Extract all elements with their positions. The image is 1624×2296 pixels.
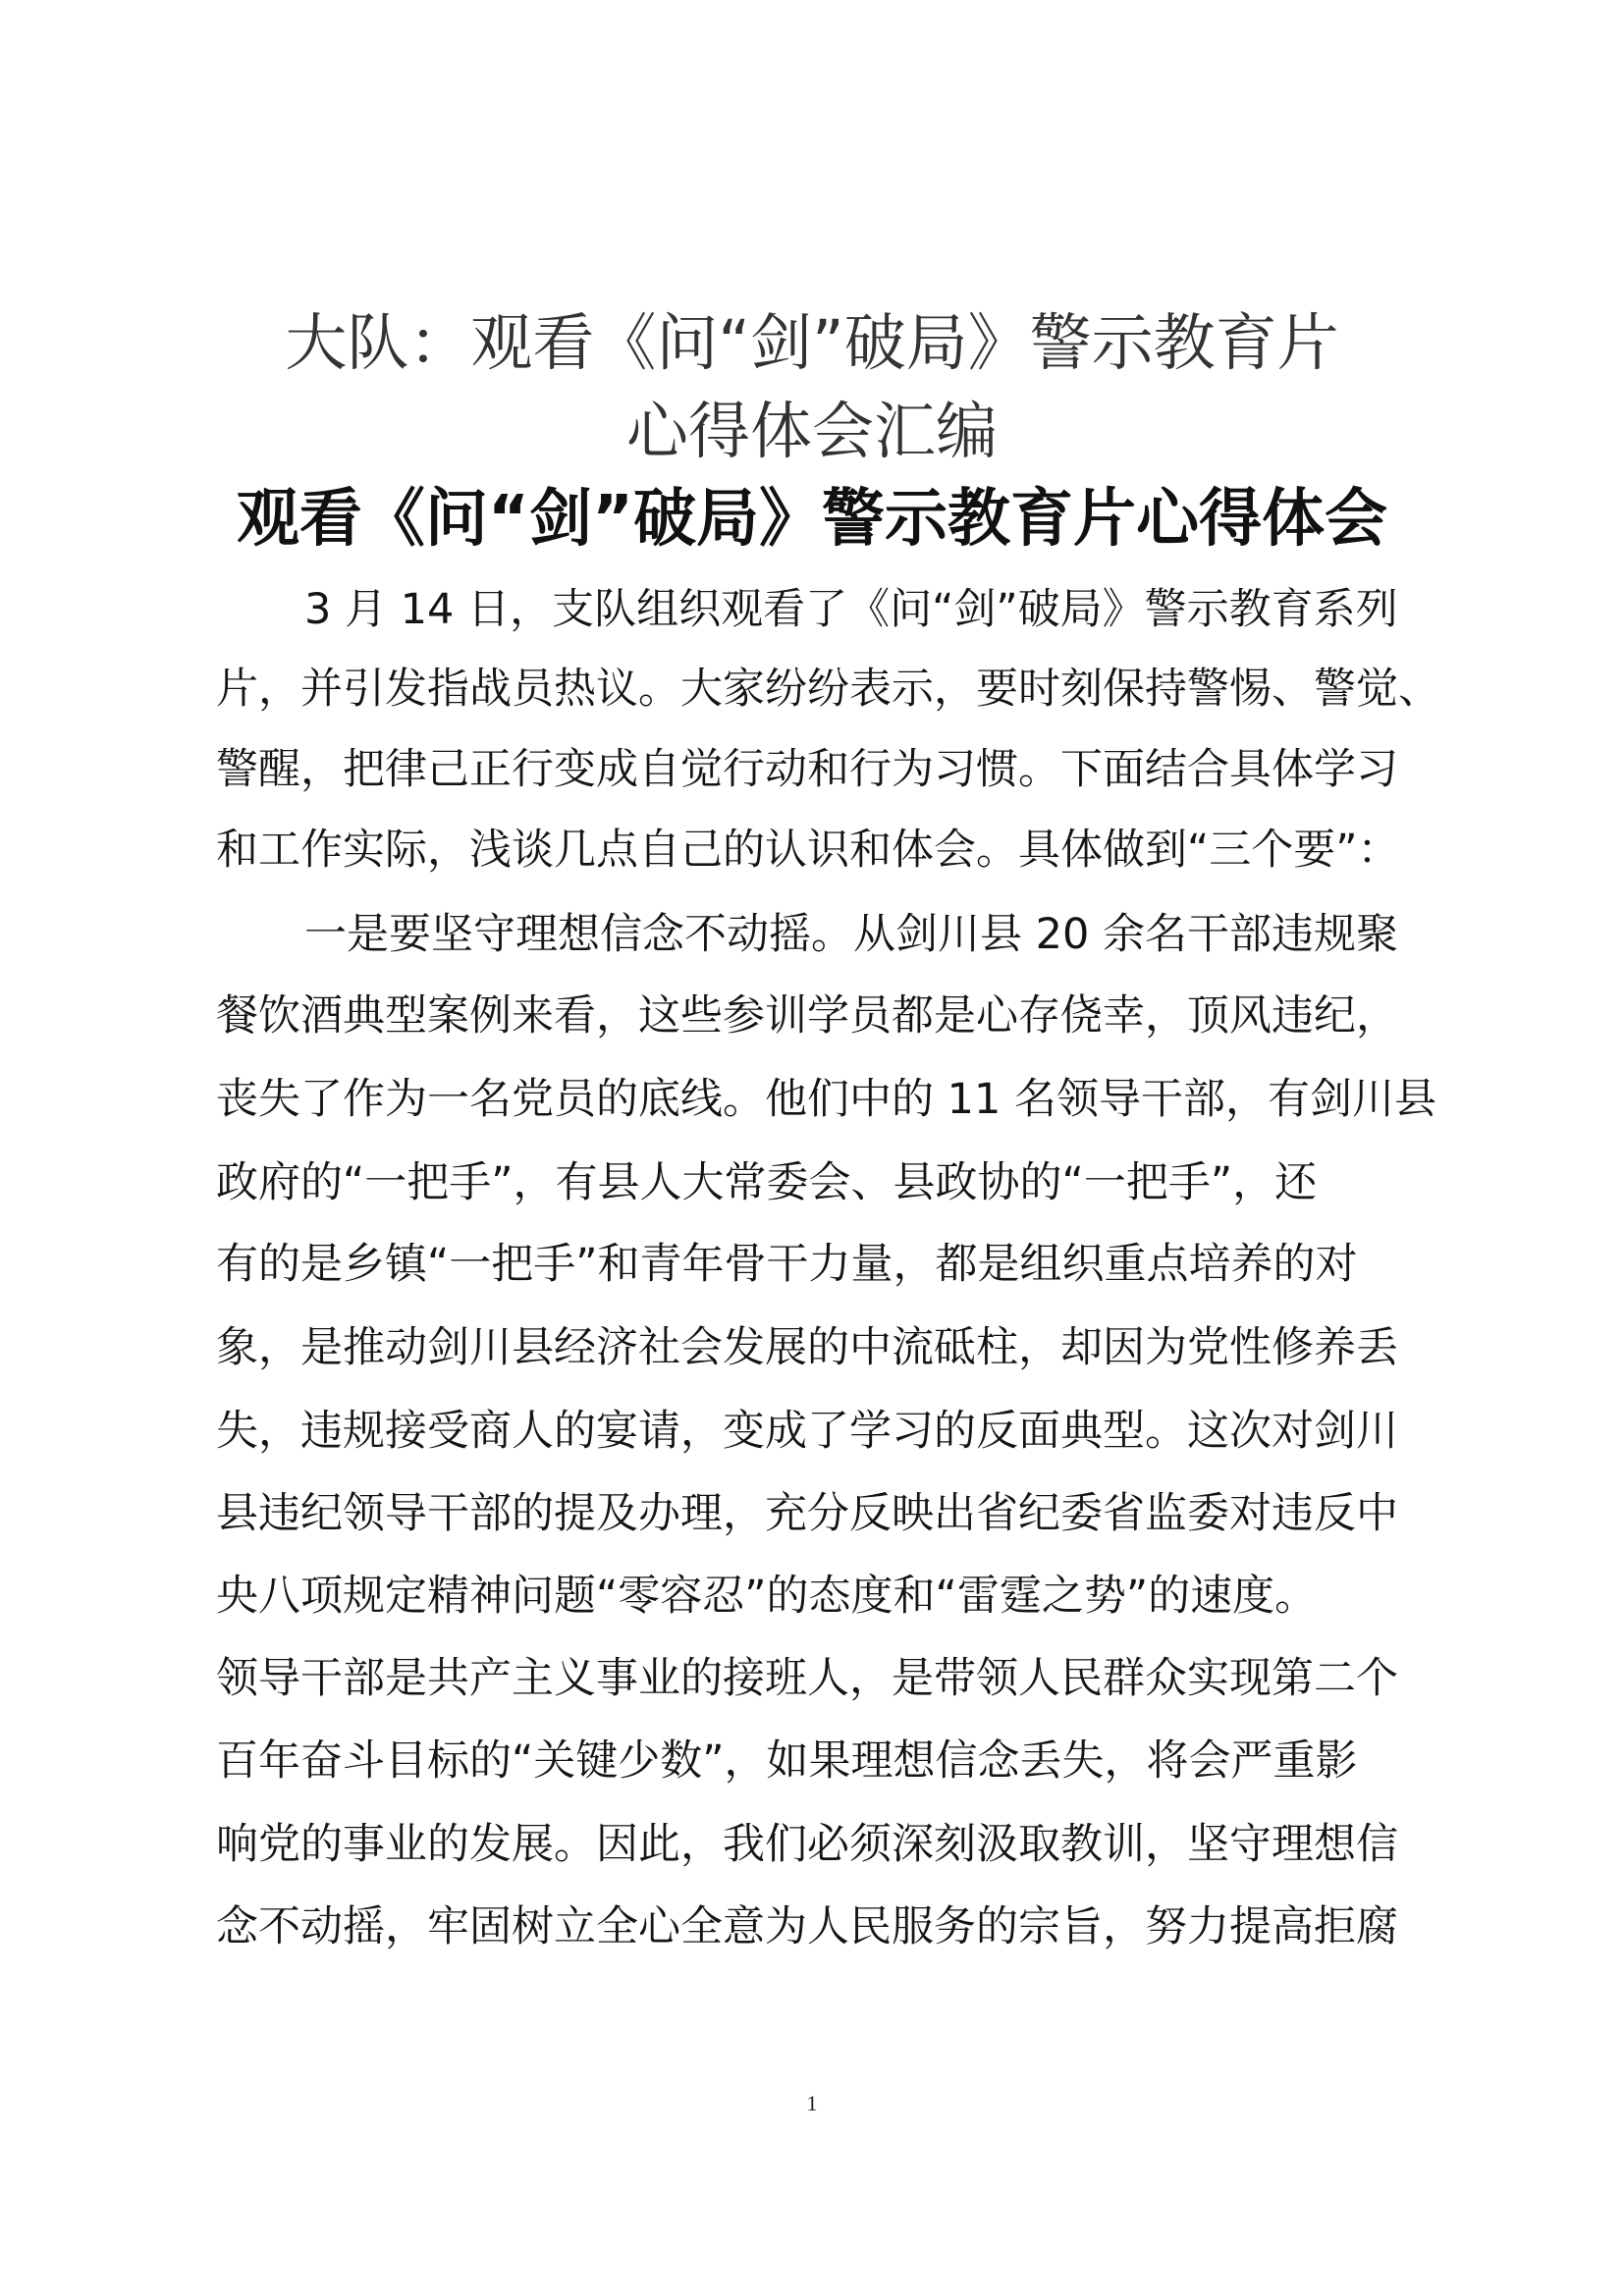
paragraph-line: 有的是乡镇“一把手”和青年骨干力量，都是组织重点培养的对 [216,1240,1358,1289]
paragraph-line: 领导干部是共产主义事业的接班人，是带领人民群众实现第二个 [216,1654,1398,1703]
paragraph-line: 念不动摇，牢固树立全心全意为人民服务的宗旨，努力提高拒腐 [216,1902,1398,1951]
paragraph-line: 警醒，把律己正行变成自觉行动和行为习惯。下面结合具体学习 [216,745,1398,794]
document-title-line-2: 心得体会汇编 [626,396,998,467]
paragraph-line: 县违纪领导干部的提及办理，充分反映出省纪委省监委对违反中 [216,1489,1398,1538]
paragraph-line: 一是要坚守理想信念不动摇。从剑川县 20 余名干部违规聚 [304,910,1399,959]
paragraph-line: 丧失了作为一名党员的底线。他们中的 11 名领导干部，有剑川县 [216,1075,1437,1124]
paragraph-line: 政府的“一把手”，有县人大常委会、县政协的“一把手”，还 [216,1158,1318,1207]
paragraph-line: 片，并引发指战员热议。大家纷纷表示，要时刻保持警惕、警觉、 [216,665,1440,714]
paragraph-line: 响党的事业的发展。因此，我们必须深刻汲取教训，坚守理想信 [216,1820,1398,1869]
paragraph-line: 3 月 14 日，支队组织观看了《问“剑”破局》警示教育系列 [304,585,1398,634]
paragraph-line: 和工作实际，浅谈几点自己的认识和体会。具体做到“三个要”： [216,826,1400,875]
paragraph-line: 央八项规定精神问题“零容忍”的态度和“雷霆之势”的速度。 [216,1572,1318,1621]
paragraph-line: 百年奋斗目标的“关键少数”，如果理想信念丢失，将会严重影 [216,1736,1358,1786]
paragraph-line: 失，违规接受商人的宴请，变成了学习的反面典型。这次对剑川 [216,1407,1398,1456]
paragraph-line: 象，是推动剑川县经济社会发展的中流砥柱，却因为党性修养丢 [216,1323,1398,1372]
page-number: 1 [806,2091,818,2115]
article-subtitle: 观看《问“剑”破局》警示教育片心得体会 [236,483,1388,556]
document-title-line-1: 大队：观看《问“剑”破局》警示教育片 [285,307,1339,379]
paragraph-line: 餐饮酒典型案例来看，这些参训学员都是心存侥幸，顶风违纪， [216,991,1398,1041]
